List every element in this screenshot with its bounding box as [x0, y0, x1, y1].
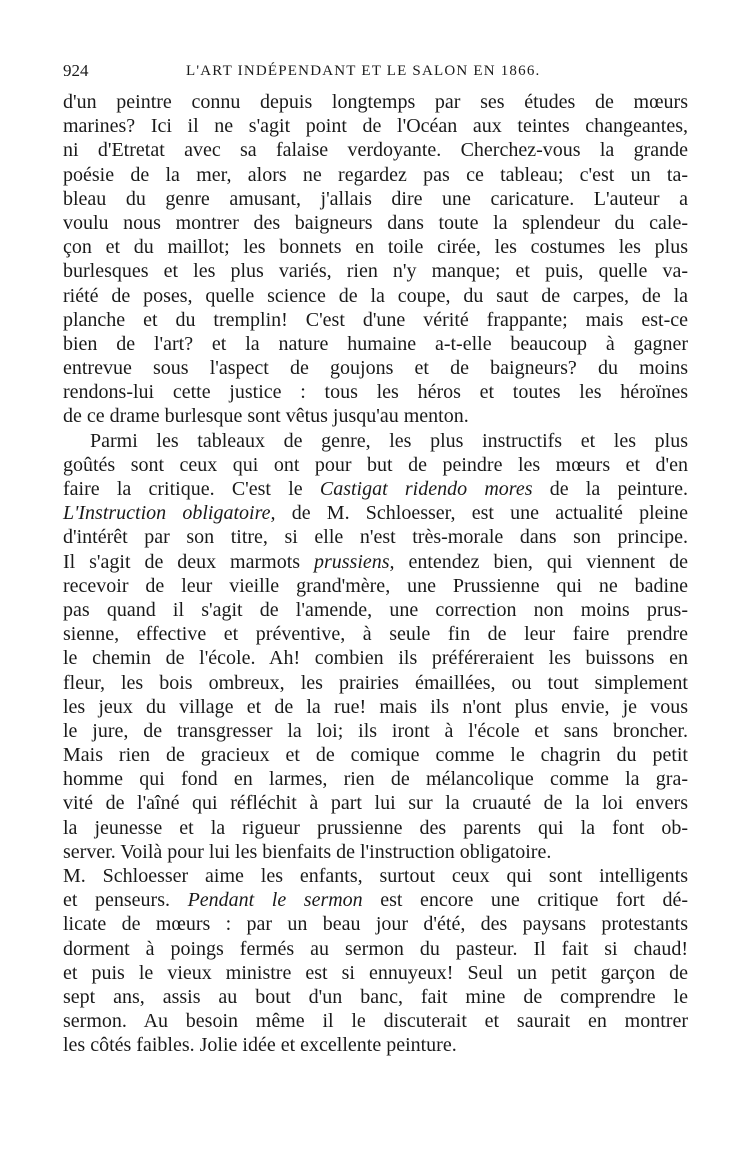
text-run: de M. Schloesser, est une actualité pleine	[275, 502, 688, 525]
text-run: les jeux du village et de la rue! mais ils n'ont plus envie, je vous	[63, 695, 688, 718]
text-line	[63, 332, 688, 356]
text-line	[63, 187, 688, 211]
italic-text: Pendant le sermon	[187, 889, 363, 912]
text-line	[63, 211, 688, 235]
text-line	[63, 985, 688, 1009]
text-run: M. Schloesser aime les enfants, surtout ceux qui sont intelligents	[63, 865, 688, 887]
text-run: fleur, les bois ombreux, les prairies émaillées, ou tout simplement	[63, 671, 688, 694]
text-run: marines? Ici il ne s'agit point de l'Océan aux teintes changeantes,	[63, 115, 688, 138]
text-line	[63, 840, 688, 864]
text-run: burlesques et les plus variés, rien n'y manque; et puis, quelle va-	[63, 260, 688, 283]
running-title: L'ART INDÉPENDANT ET LE SALON EN 1866.	[186, 63, 541, 79]
text-line	[63, 380, 688, 404]
text-run: Parmi les tableaux de genre, les plus instructifs et les plus	[90, 429, 688, 452]
text-run: la jeunesse et la rigueur prussienne des parents qui la font ob-	[63, 816, 688, 839]
text-run: voulu nous montrer des baigneurs dans toute la splendeur du cale-	[63, 211, 688, 234]
text-line	[63, 791, 688, 815]
text-line	[63, 429, 688, 453]
text-line	[63, 453, 688, 477]
text-run: sienne, effective et préventive, à seule fin de leur faire prendre	[63, 623, 688, 646]
text-run: le chemin de l'école. Ah! combien ils préféreraient les buissons en	[63, 647, 688, 670]
text-run: server. Voilà pour lui les bienfaits de l'instruction obligatoire.	[63, 840, 552, 863]
text-run: recevoir de leur vieille grand'mère, une Prussienne qui ne badine	[63, 574, 688, 597]
running-head	[63, 58, 688, 84]
text-run: poésie de la mer, alors ne regardez pas ce tableau; c'est un ta-	[63, 163, 688, 186]
text-run: homme qui fond en larmes, rien de mélancolique comme la gra-	[63, 768, 688, 791]
text-line	[63, 114, 688, 138]
text-line	[63, 90, 688, 114]
text-line	[63, 937, 688, 961]
text-run: sermon. Au besoin même il le discuterait et saurait en montrer	[63, 1010, 688, 1033]
text-run: entendez bien, qui viennent de	[394, 550, 688, 573]
text-run: pas quand il s'agit de l'amende, une correction non moins prus-	[63, 598, 688, 621]
italic-text: Castigat ridendo mores	[319, 478, 533, 500]
text-run: goûtés sont ceux qui ont pour but de peindre les mœurs et d'en	[63, 453, 688, 476]
text-line	[63, 864, 688, 888]
text-line	[63, 816, 688, 840]
text-run: Il s'agit de deux marmots	[63, 550, 314, 573]
paragraph	[63, 90, 688, 429]
text-run: planche et du tremplin! C'est d'une vérité frappante; mais est-ce	[63, 308, 688, 331]
text-line	[63, 138, 688, 162]
text-line	[63, 235, 688, 259]
text-run: de ce drame burlesque sont vêtus jusqu'au menton.	[63, 405, 469, 428]
text-line	[63, 1009, 688, 1033]
text-run: de la peinture.	[532, 478, 688, 500]
body-text	[63, 90, 688, 1058]
text-line	[63, 767, 688, 791]
text-line	[63, 961, 688, 985]
italic-text: prussiens,	[313, 550, 395, 573]
italic-text: L'Instruction obligatoire,	[63, 502, 276, 525]
text-line	[63, 671, 688, 695]
text-run: ni d'Etretat avec sa falaise verdoyante. Cherchez-vous la grande	[63, 139, 688, 162]
text-line	[63, 695, 688, 719]
text-line	[63, 646, 688, 670]
text-run: entrevue sous l'aspect de goujons et de baigneurs? du moins	[63, 357, 688, 380]
text-run: dorment à poings fermés au sermon du pasteur. Il fait si chaud!	[63, 937, 688, 960]
text-run: d'un peintre connu depuis longtemps par ses études de mœurs	[63, 91, 688, 113]
text-run: licate de mœurs : par un beau jour d'été, des paysans protestants	[63, 913, 688, 936]
text-line	[63, 284, 688, 308]
text-line	[63, 743, 688, 767]
text-run: riété de poses, quelle science de la coupe, du saut de carpes, de la	[63, 284, 688, 307]
text-line	[63, 598, 688, 622]
text-line	[63, 163, 688, 187]
text-line	[63, 356, 688, 380]
text-line	[63, 477, 688, 501]
text-run: et penseurs.	[63, 889, 188, 912]
text-run: d'intérêt par son titre, si elle n'est très-morale dans son principe.	[63, 526, 688, 549]
text-line	[63, 308, 688, 332]
text-run: çon et du maillot; les bonnets en toile cirée, les costumes les plus	[63, 236, 688, 259]
text-run: sept ans, assis au bout d'un banc, fait mine de comprendre le	[63, 985, 688, 1008]
page-number: 924	[63, 61, 89, 80]
text-run: vité de l'aîné qui réfléchit à part lui sur la cruauté de la loi envers	[63, 792, 688, 815]
text-line	[63, 501, 688, 525]
text-run: et puis le vieux ministre est si ennuyeux! Seul un petit garçon de	[63, 961, 688, 984]
text-line	[63, 719, 688, 743]
text-line	[63, 525, 688, 549]
text-line	[63, 550, 688, 574]
text-line	[63, 1033, 688, 1057]
text-run: Mais rien de gracieux et de comique comme le chagrin du petit	[63, 744, 688, 767]
text-line	[63, 912, 688, 936]
text-line	[63, 622, 688, 646]
text-line	[63, 574, 688, 598]
text-run: le jure, de transgresser la loi; ils iront à l'école et sans broncher.	[63, 719, 688, 742]
text-run: bleau du genre amusant, j'allais dire une caricature. L'auteur a	[63, 187, 688, 210]
text-line	[63, 404, 688, 428]
paragraph	[63, 864, 688, 1058]
text-run: faire la critique. C'est le	[63, 478, 320, 500]
text-run: bien de l'art? et la nature humaine a-t-elle beaucoup à gagner	[63, 332, 688, 355]
text-run: est encore une critique fort dé-	[362, 889, 688, 912]
text-line	[63, 888, 688, 912]
text-run: les côtés faibles. Jolie idée et excellente peinture.	[63, 1034, 457, 1057]
text-run: rendons-lui cette justice : tous les héros et toutes les héroïnes	[63, 381, 688, 404]
text-line	[63, 259, 688, 283]
paragraph	[63, 429, 688, 864]
